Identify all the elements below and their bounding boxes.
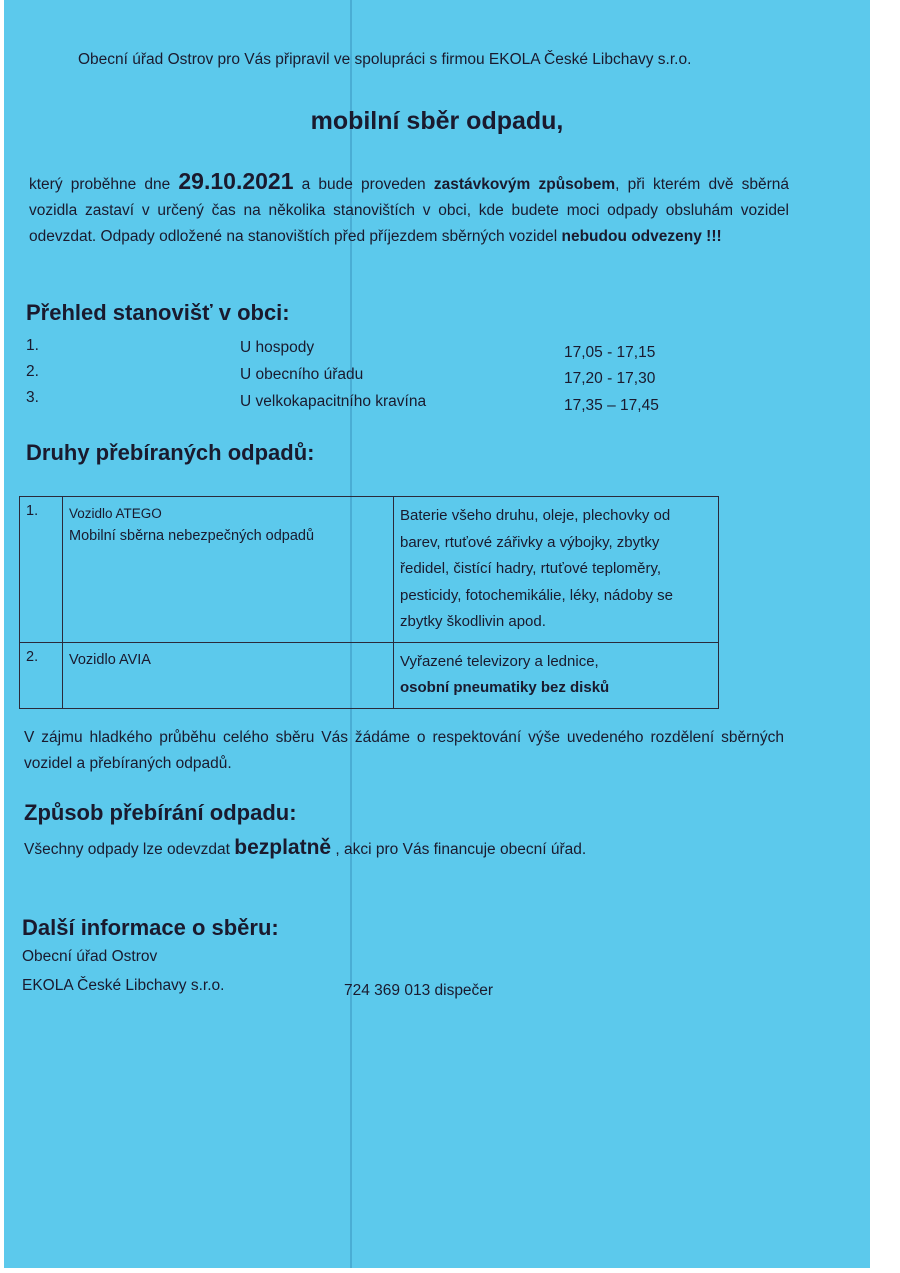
stations-heading: Přehled stanovišť v obci: — [26, 300, 290, 325]
vehicle-atego-desc: Mobilní sběrna nebezpečných odpadů — [69, 528, 315, 544]
para-middle: , při kterém dvě sběrná vozidla zastaví v určený čas na několika stanovištích v obci, kde budete moci odpady obsluhám vozidel odevzdat. Odpady odložené na stanovištích před příjezdem sběrných vozidel — [29, 176, 789, 245]
method-after: , akci pro Vás financuje obecní úřad. — [331, 841, 587, 858]
info-office: Obecní úřad Ostrov — [22, 948, 158, 965]
document-sheet — [4, 0, 870, 1268]
row-2-items-line2: osobní pneumatiky bez disků — [400, 679, 610, 696]
station-3-time: 17,35 – 17,45 — [564, 397, 659, 414]
method-before: Všechny odpady lze odevzdat — [24, 841, 235, 858]
para-before-date: který proběhne dne — [29, 176, 179, 193]
row-2-vehicle — [63, 642, 394, 708]
request-paragraph: V zájmu hladkého průběhu celého sběru Vás žádáme o respektování výše uvedeného rozdělení sběrných vozidel a přebíraných odpadů. — [24, 729, 784, 772]
method-line — [24, 836, 586, 860]
table-row — [20, 642, 719, 708]
announcement-paragraph — [29, 168, 789, 250]
method-heading: Způsob přebírání odpadu: — [24, 800, 297, 825]
station-1-place: U hospody — [240, 339, 315, 356]
row-1-num: 1. — [20, 497, 63, 643]
warning-text: nebudou odvezeny !!! — [561, 228, 722, 245]
vehicle-atego: Vozidlo ATEGO — [69, 506, 162, 521]
station-2-num: 2. — [26, 363, 39, 380]
info-heading: Další informace o sběru: — [22, 915, 279, 940]
row-2-items-line1: Vyřazené televizory a lednice, — [400, 652, 599, 670]
station-3-place: U velkokapacitního kravína — [240, 393, 427, 410]
info-company: EKOLA České Libchavy s.r.o. — [22, 977, 225, 994]
row-1-vehicle — [63, 497, 394, 643]
station-2-place: U obecního úřadu — [240, 366, 364, 383]
vehicle-avia: Vozidlo AVIA — [69, 651, 151, 668]
collection-method: zastávkovým způsobem — [433, 176, 616, 193]
document-title: mobilní sběr odpadu, — [310, 107, 564, 135]
row-1-items: Baterie všeho druhu, oleje, plechovky od barev, rtuťové zářivky a výbojky, zbytky ředidel, čistící hadry, rtuťové teploměry, pesticidy, fotochemikálie, léky, nádoby se zbytky škodlivin apod. — [394, 497, 719, 643]
para-after-date: a bude proveden — [293, 176, 434, 193]
table-row — [20, 497, 719, 643]
intro-line: Obecní úřad Ostrov pro Vás připravil ve spolupráci s firmou EKOLA České Libchavy s.r.o. — [78, 51, 692, 68]
waste-types-heading: Druhy přebíraných odpadů: — [26, 440, 315, 465]
waste-types-table — [19, 496, 719, 709]
station-3-num: 3. — [26, 389, 39, 406]
collection-date: 29.10.2021 — [178, 168, 294, 194]
row-2-num: 2. — [20, 642, 63, 708]
method-free: bezplatně — [234, 836, 332, 859]
station-1-num: 1. — [26, 337, 39, 354]
info-phone: 724 369 013 dispečer — [344, 982, 494, 999]
station-1-time: 17,05 - 17,15 — [564, 344, 656, 361]
row-2-items — [394, 642, 719, 708]
station-2-time: 17,20 - 17,30 — [564, 370, 656, 387]
